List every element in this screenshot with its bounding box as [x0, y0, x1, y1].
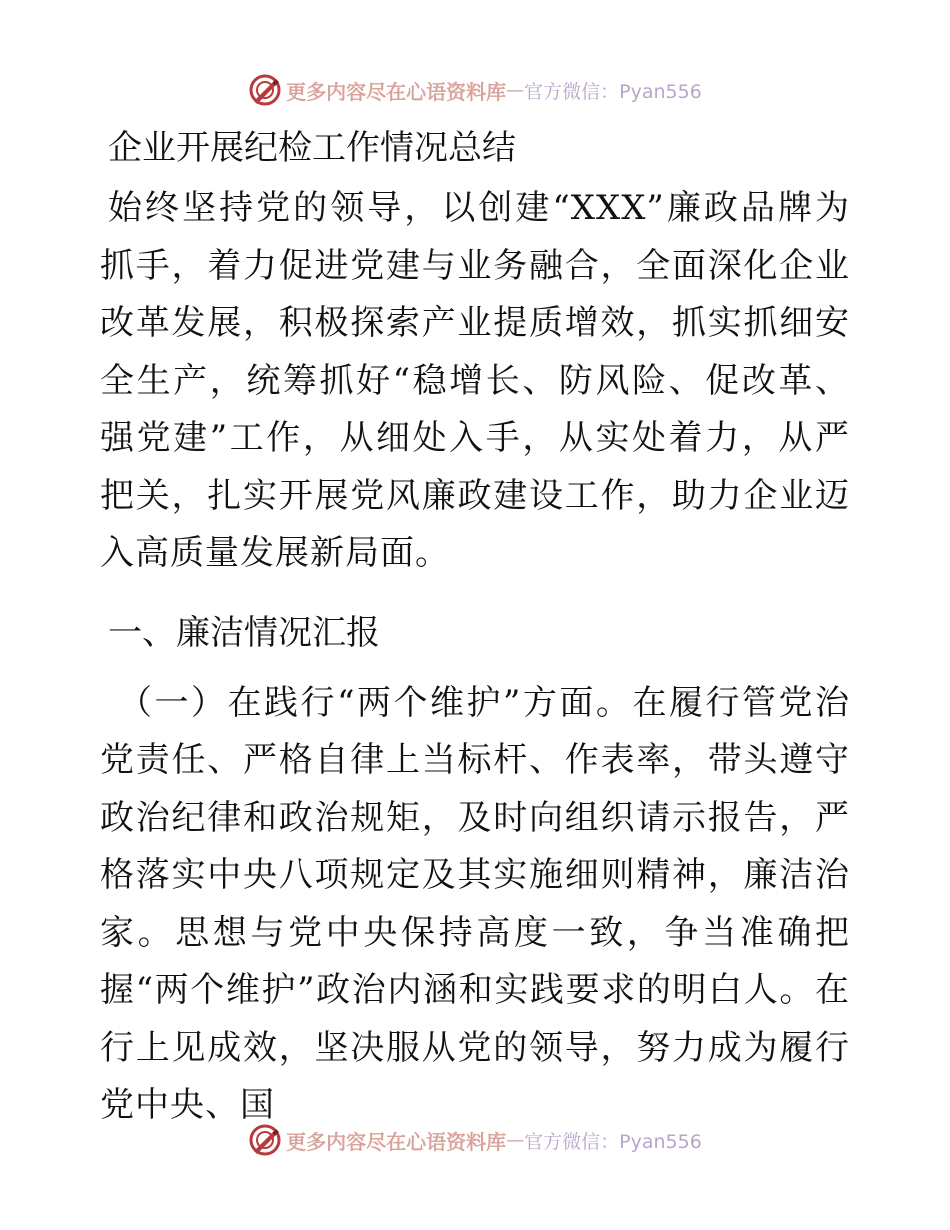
section-paragraph-two-safeguards: （一）在践行“两个维护”方面。在履行管党治党责任、严格自律上当标杆、作表率，带头遵守政治纪律和政治规矩，及时向组织请示报告，严格落实中央八项规定及其实施细则精神，廉洁治家。思想与党中央保持高度一致，争当准确把握“两个维护”政治内涵和实践要求的明白人。在行上见成效，坚决服从党的领导，努力成为履行党中央、国	[100, 682, 850, 1125]
watermark-site-text: 更多内容尽在心语资料库	[286, 79, 507, 104]
header-watermark-banner	[0, 70, 950, 110]
footer-watermark-banner	[0, 1120, 950, 1160]
red-pen-circle-logo-icon	[248, 1123, 282, 1157]
document-title: 企业开展纪检工作情况总结	[108, 128, 516, 168]
watermark-wechat-text: 官方微信：Pyan556	[524, 80, 702, 103]
red-pen-circle-logo-icon	[248, 73, 282, 107]
watermark-site-text: 更多内容尽在心语资料库	[286, 1129, 507, 1154]
watermark-separator: —	[506, 1129, 525, 1151]
document-body	[100, 120, 850, 1135]
intro-paragraph: 始终坚持党的领导，以创建“XXX”廉政品牌为抓手，着力促进党建与业务融合，全面深化企业改革发展，积极探索产业提质增效，抓实抓细安全生产，统筹抓好“稳增长、防风险、促改革、强党建”工作，从细处入手，从实处着力，从严把关，扎实开展党风廉政建设工作，助力企业迈入高质量发展新局面。	[100, 188, 850, 573]
watermark-separator: —	[506, 79, 525, 101]
watermark-wechat-text: 官方微信：Pyan556	[524, 1130, 702, 1153]
section-heading-integrity-report: 一、廉洁情况汇报	[108, 612, 380, 653]
